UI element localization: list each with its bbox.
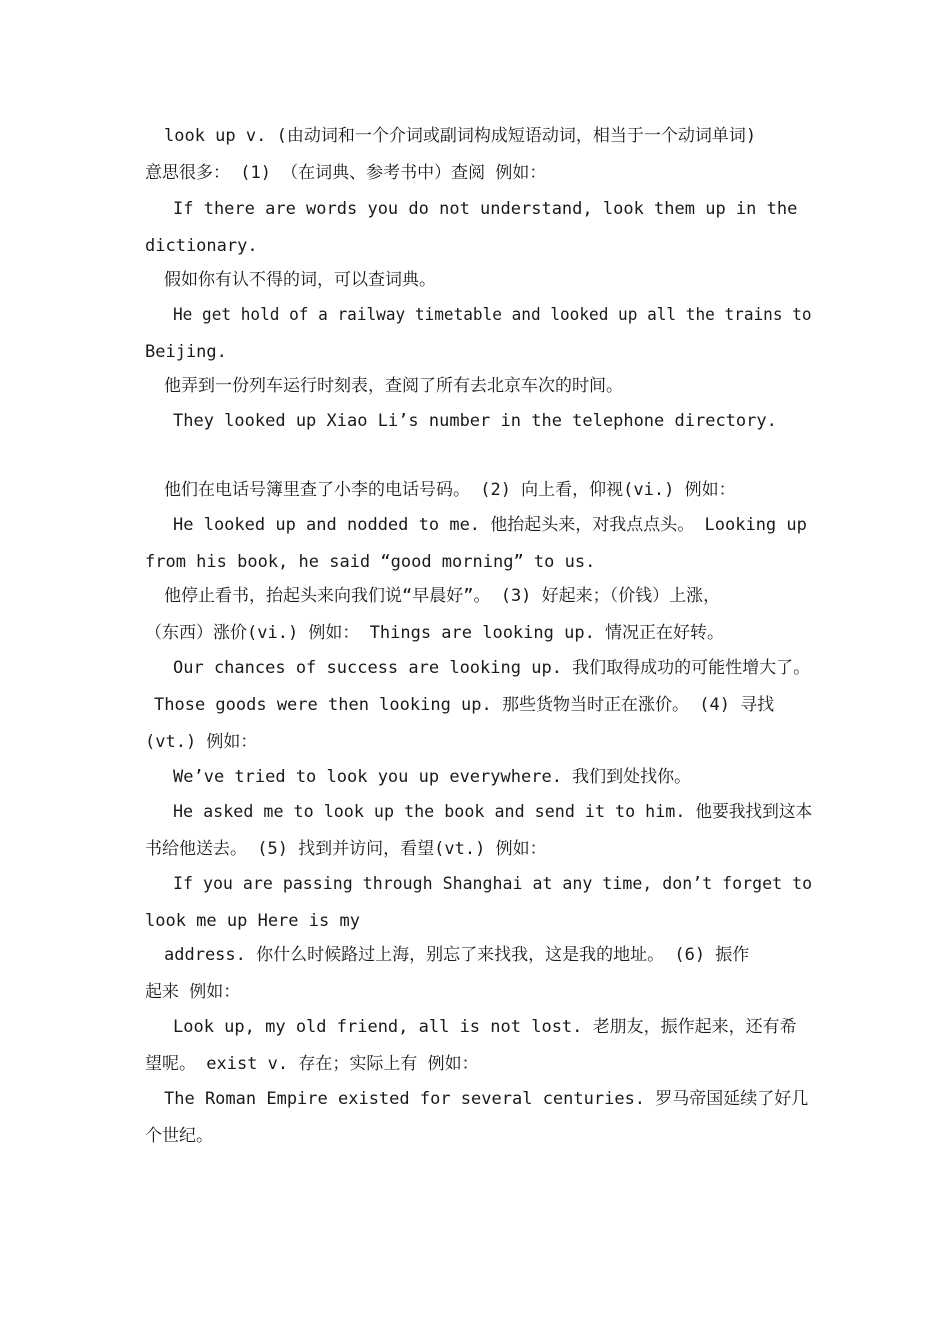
text-line: He looked up and nodded to me. 他抬起头来，对我点点头。 Looking up (173, 515, 807, 535)
text-line: Our chances of success are looking up. 我们取得成功的可能性增大了。 (173, 658, 811, 678)
text-line: Beijing. (145, 342, 227, 362)
text-line: 意思很多： (1) （在词典、参考书中）查阅 例如： (145, 163, 547, 183)
text-line: The Roman Empire existed for several centuries. 罗马帝国延续了好几 (164, 1089, 809, 1109)
text-line: 书给他送去。 (5) 找到并访问，看望(vt.) 例如： (145, 839, 547, 859)
text-line: from his book, he said “good morning” to us. (145, 552, 596, 572)
text-line: Look up, my old friend, all is not lost. 老朋友，振作起来，还有希 (173, 1017, 797, 1037)
text-line: He get hold of a railway timetable and looked up all the trains to (173, 305, 812, 325)
text-line: Those goods were then looking up. 那些货物当时正在涨价。 (4) 寻找 (154, 695, 775, 715)
text-line: If there are words you do not understand, look them up in the (173, 199, 798, 219)
text-line: (vt.) 例如： (145, 732, 258, 752)
text-line: 他停止看书，抬起头来向我们说“早晨好”。 (3) 好起来；（价钱）上涨， (164, 586, 721, 606)
text-line: dictionary. (145, 236, 258, 256)
text-line: 望呢。 exist v. 存在；实际上有 例如： (145, 1054, 479, 1074)
text-line: 假如你有认不得的词，可以查词典。 (164, 270, 436, 290)
text-line: He asked me to look up the book and send it to him. 他要我找到这本 (173, 802, 813, 822)
text-line: （东西）涨价(vi.) 例如： Things are looking up. 情况正在好转。 (145, 623, 725, 643)
text-line: We’ve tried to look you up everywhere. 我们到处找你。 (173, 767, 692, 787)
text-line: They looked up Xiao Li’s number in the telephone directory. (173, 411, 777, 431)
text-line: If you are passing through Shanghai at any time, don’t forget to (173, 874, 813, 894)
text-line: address. 你什么时候路过上海，别忘了来找我，这是我的地址。 (6) 振作 (164, 945, 750, 965)
text-line: 个世纪。 (145, 1126, 213, 1146)
text-line: 起来 例如： (145, 982, 241, 1002)
text-line: look me up Here is my (145, 911, 360, 931)
text-line: 他们在电话号簿里查了小李的电话号码。 (2) 向上看，仰视(vi.) 例如： (164, 480, 736, 500)
text-line: 他弄到一份列车运行时刻表，查阅了所有去北京车次的时间。 (164, 376, 623, 396)
text-line: look up v. (由动词和一个介词或副词构成短语动词，相当于一个动词单词) (164, 126, 757, 146)
